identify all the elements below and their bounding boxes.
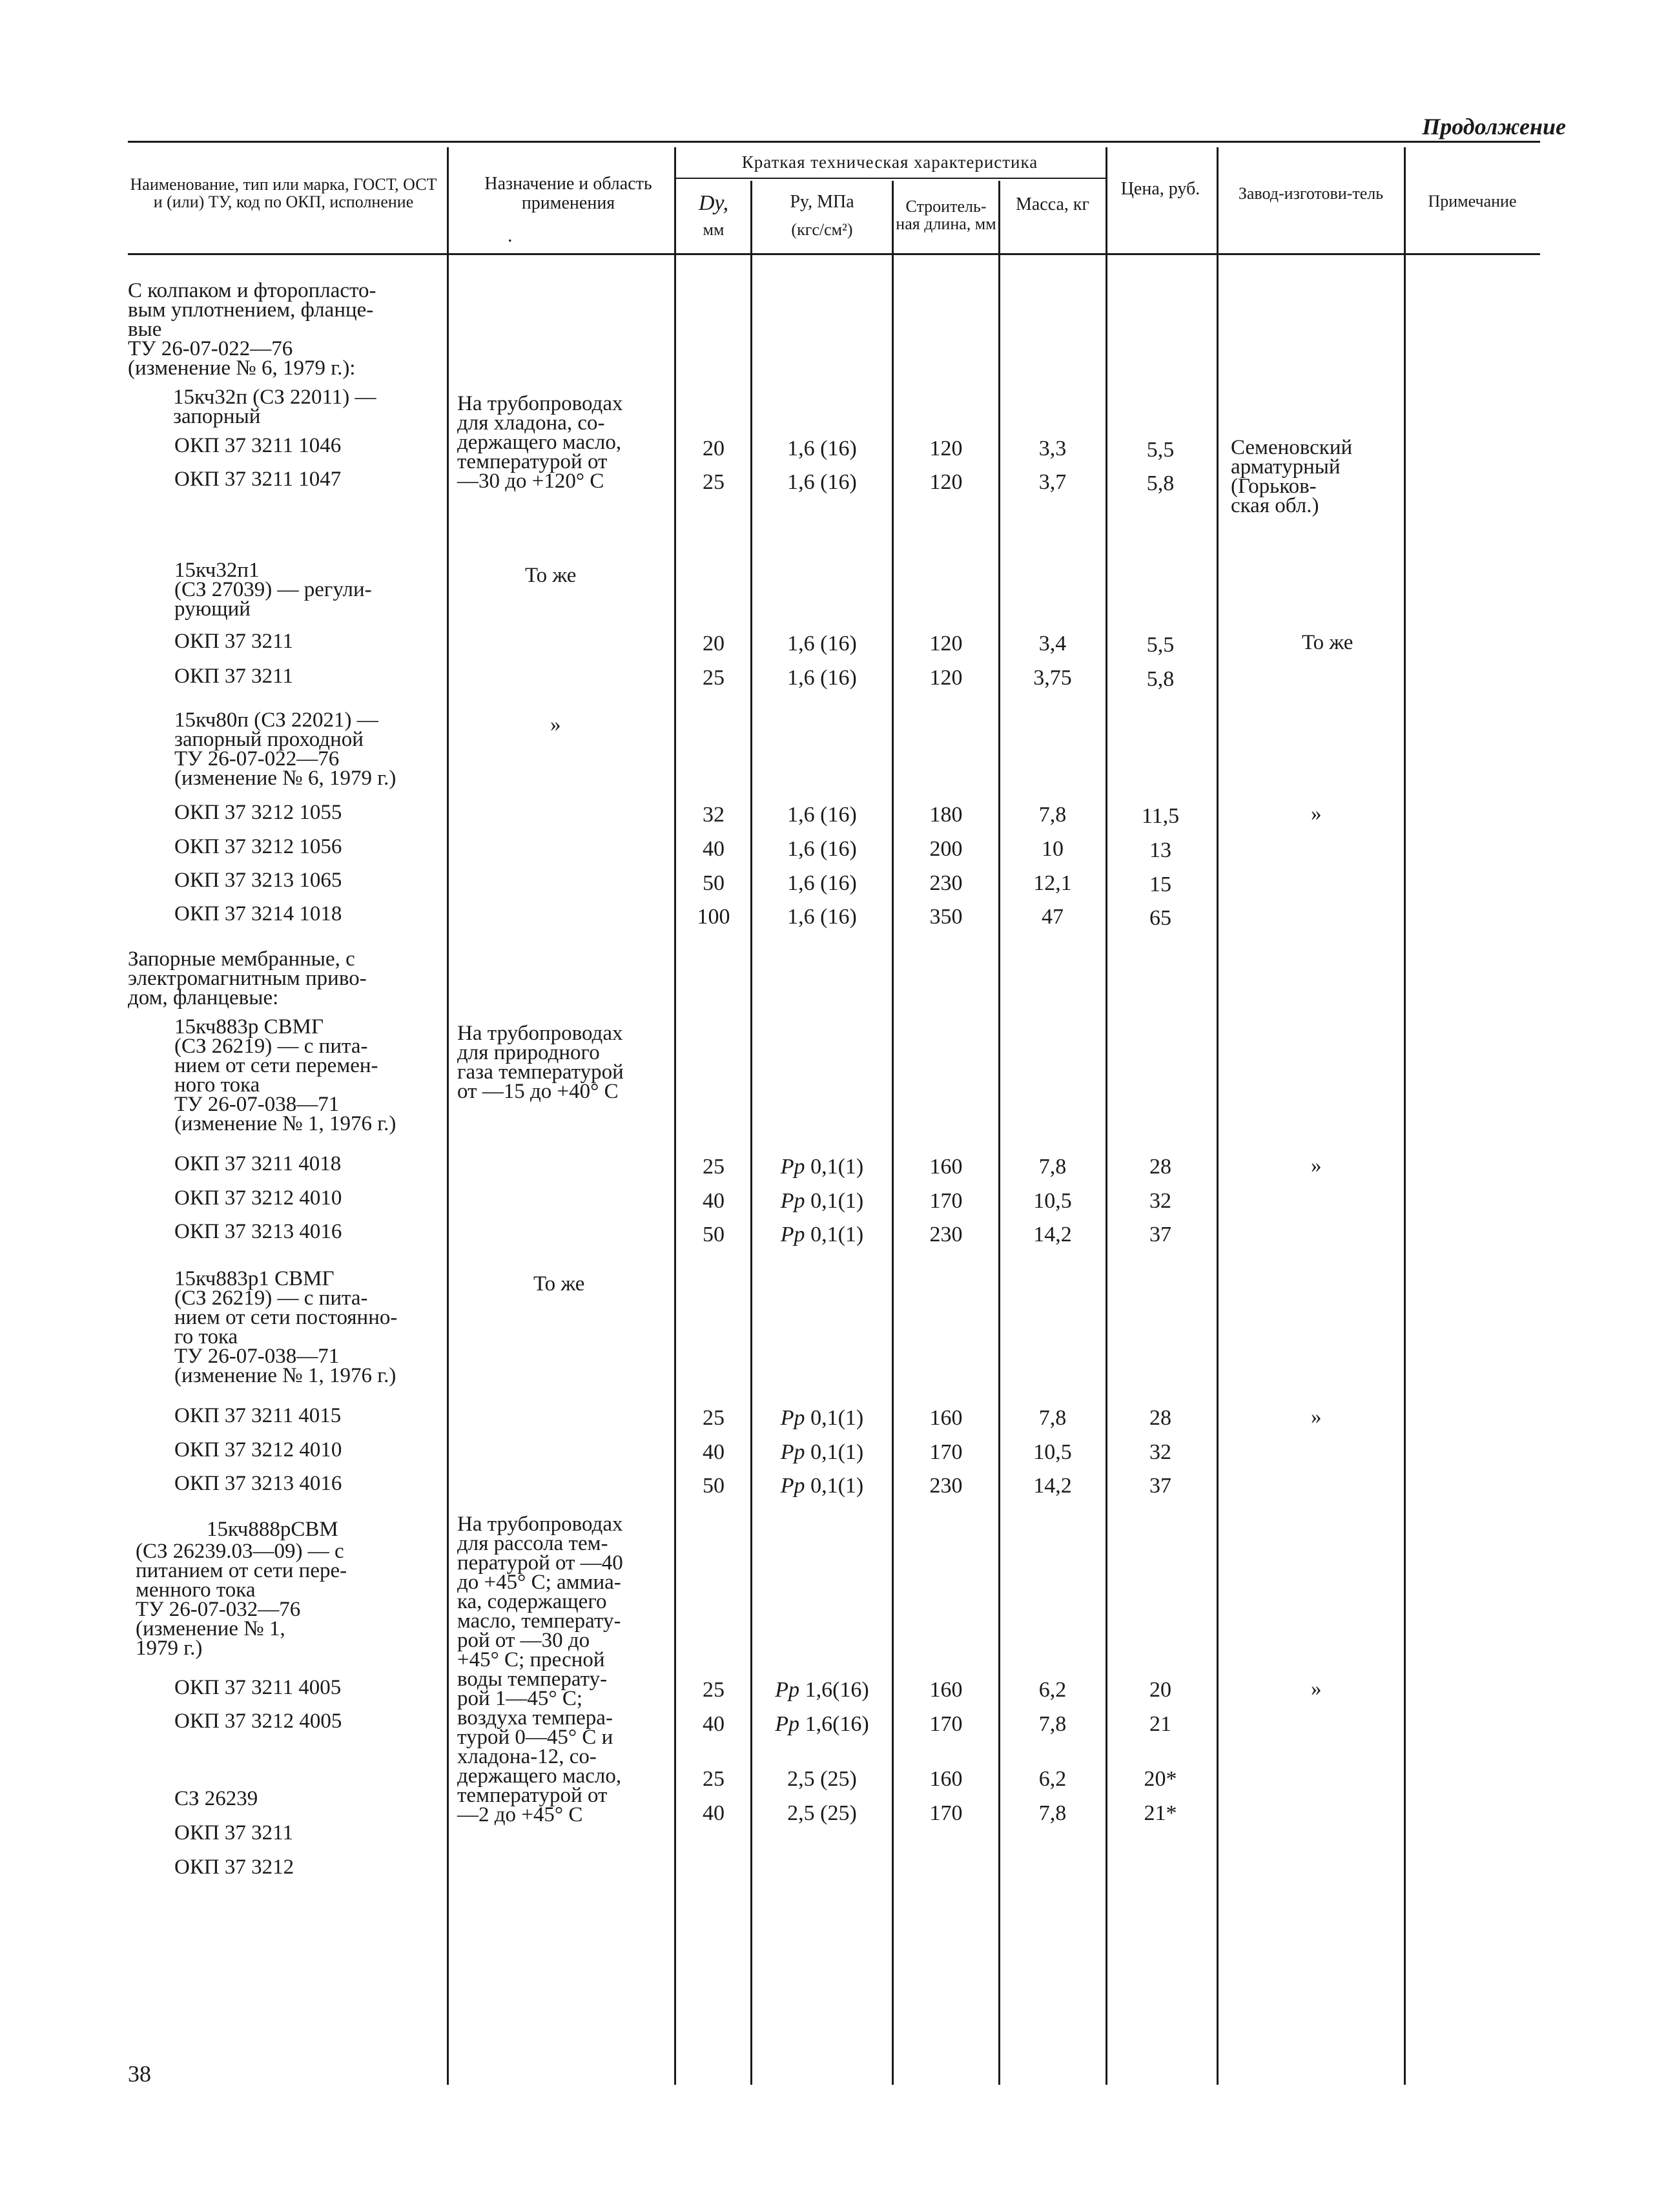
price-cell: 28 [1149,1406,1171,1430]
dy-cell: 25 [703,470,725,494]
py-value: 2,5 (25) [787,1801,857,1825]
page-number: 38 [128,2061,151,2087]
column-rule [750,181,752,2085]
price-cell: 37 [1149,1474,1171,1498]
py-cell [754,1189,890,1214]
price-cell: 11,5 [1141,804,1180,828]
py-prefix: Pp [775,1678,800,1702]
header-price: Цена, руб. [1120,179,1200,199]
mass-cell: 7,8 [1038,1712,1067,1736]
length-cell: 170 [929,1189,963,1213]
price-cell: 37 [1149,1223,1171,1246]
name-block: СЗ 26239 [174,1787,258,1810]
py-prefix: Pp [775,1712,800,1736]
length-cell: 120 [929,437,963,460]
py-cell [754,1678,890,1702]
name-block: ОКП 37 3212 4005 [174,1710,342,1733]
py-prefix: Pp [780,1155,805,1179]
column-rule [998,181,1000,2085]
py-value: 0,1(1) [810,1474,864,1498]
length-cell: 230 [929,871,963,895]
py-value: 1,6 (16) [787,632,857,656]
name-block: 15кч32п (СЗ 22011) — запорный [173,386,376,428]
price-cell: 65 [1149,906,1171,930]
name-block: Запорные мембранные, с электромагнитным приво- дом, фланцевые: [128,947,367,1009]
header-purpose: Назначение и область применения [484,174,652,213]
length-cell: 160 [929,1155,963,1179]
dy-cell: 25 [703,1678,725,1702]
name-block: С колпаком и фторопласто- вым уплотнением, фланце- вые ТУ 26-07-022—76 (изменение № 6, 1979 г.): [128,279,376,380]
py-cell [754,1474,890,1498]
column-rule [1106,147,1107,2085]
py-cell [754,437,890,461]
py-cell [754,1440,890,1465]
length-cell: 160 [929,1406,963,1430]
maker-block: » [1311,1677,1322,1700]
mass-cell: 14,2 [1033,1223,1072,1246]
name-block: 15кч32п1 (СЗ 27039) — регули- рующий [174,559,372,621]
name-block: ОКП 37 3213 4016 [174,1220,342,1243]
dy-cell: 40 [703,1801,725,1825]
dy-cell: 50 [703,1223,725,1246]
mass-cell: 10,5 [1033,1189,1072,1213]
price-cell: 20 [1149,1678,1171,1702]
name-block: ОКП 37 3211 4005 [174,1676,342,1699]
header-py-unit: (кгс/см²) [791,220,853,239]
column-rule [1404,147,1406,2085]
length-cell: 160 [929,1678,963,1702]
name-block: ОКП 37 3211 1047 [174,468,342,491]
name-block: 15кч883р СВМГ (СЗ 26219) — с пита- нием от сети перемен- ного тока ТУ 26-07-038—71 (изменение № 1, 1976 г.) [174,1015,396,1135]
py-cell [754,803,890,827]
py-value: 0,1(1) [810,1440,864,1464]
py-value: 1,6 (16) [787,837,857,861]
py-prefix: Pp [780,1440,805,1464]
py-value: 1,6 (16) [787,871,857,895]
maker-block: » [1311,802,1322,825]
name-block: ОКП 37 3213 1065 [174,869,342,892]
dy-cell: 50 [703,871,725,895]
price-cell: 32 [1149,1189,1171,1213]
py-cell [754,871,890,896]
name-block: 15кч888рСВМ [207,1518,338,1541]
dy-cell: 40 [703,1712,725,1736]
name-block: ОКП 37 3212 4010 [174,1186,342,1210]
dy-cell: 100 [697,905,730,929]
dy-cell: 40 [703,1189,725,1213]
py-cell [754,666,890,690]
dy-cell: 50 [703,1474,725,1498]
length-cell: 160 [929,1767,963,1791]
length-cell: 180 [929,803,963,827]
length-cell: 200 [929,837,963,861]
name-block: ОКП 37 3211 [174,665,293,688]
mass-cell: 7,8 [1038,1406,1067,1430]
table-top-rule [128,141,1540,143]
mass-cell: 7,8 [1038,1801,1067,1825]
length-cell: 170 [929,1440,963,1464]
mass-cell: 3,75 [1033,666,1072,690]
mass-cell: 10 [1042,837,1064,861]
header-py: Py, МПа [790,192,854,212]
py-value: 1,6 (16) [787,803,857,827]
price-cell: 20* [1144,1767,1177,1791]
header-brief: Краткая техническая характеристика [741,152,1038,172]
py-cell [754,1801,890,1826]
name-block: ОКП 37 3213 4016 [174,1472,342,1495]
dy-cell: 25 [703,1155,725,1179]
py-value: 0,1(1) [810,1155,864,1179]
column-rule [447,147,449,2085]
header-name: Наименование, тип или марка, ГОСТ, ОСТ и (или) ТУ, код по ОКП, исполнение [130,175,437,211]
dy-cell: 25 [703,1767,725,1791]
length-cell: 120 [929,470,963,494]
py-cell [754,1712,890,1737]
price-cell: 5,5 [1146,438,1175,462]
py-value: 1,6 (16) [787,437,857,460]
mass-cell: 14,2 [1033,1474,1072,1498]
header-bottom-rule [128,253,1540,255]
name-block: 15кч883р1 СВМГ (СЗ 26219) — с пита- нием от сети постоянно- го тока ТУ 26-07-038—71 (изменение № 1, 1976 г.) [174,1267,398,1387]
py-value: 1,6 (16) [787,666,857,690]
mass-cell: 3,7 [1038,470,1067,494]
name-block: ОКП 37 3212 1056 [174,835,342,858]
price-cell: 5,8 [1146,471,1175,495]
name-block: ОКП 37 3211 4015 [174,1404,342,1427]
price-cell: 28 [1149,1155,1171,1179]
name-block: ОКП 37 3211 [174,630,293,653]
py-cell [754,837,890,862]
maker-block: » [1311,1154,1322,1177]
dy-cell: 40 [703,837,725,861]
purpose-block: На трубопроводах для рассола тем- пературой от —40 до +45° С; аммиа- ка, содержащего масло, температу- рой от —30 до +45° С; пресной воды температу- рой 1—45° С; воздуха темпера- турой 0—45° С и хладона-12, со- держащего масло, температурой от —2 до +45° С [457,1513,623,1826]
purpose-block: То же [533,1272,585,1296]
price-cell: 13 [1149,838,1171,862]
py-prefix: Pp [780,1406,805,1430]
mass-cell: 3,3 [1038,437,1067,460]
py-cell [754,1223,890,1247]
column-rule [892,181,894,2085]
dy-cell: 20 [703,437,725,460]
py-prefix: Pp [780,1189,805,1213]
length-cell: 120 [929,666,963,690]
mass-cell: 10,5 [1033,1440,1072,1464]
purpose-block: На трубопроводах для хладона, со- держащего масло, температурой от —30 до +120° С [457,392,623,493]
header-mass: Масса, кг [1015,194,1090,214]
dy-cell: 40 [703,1440,725,1464]
price-cell: 5,5 [1146,633,1175,657]
header-length: Строитель-ная длина, мм [896,197,996,233]
py-value: 1,6 (16) [787,470,857,494]
name-block: 15кч80п (СЗ 22021) — запорный проходной ТУ 26-07-022—76 (изменение № 6, 1979 г.) [174,708,396,790]
header-maker: Завод-изготови-тель [1238,184,1384,203]
py-cell [754,905,890,929]
price-cell: 32 [1149,1440,1171,1464]
mass-cell: 3,4 [1038,632,1067,656]
name-block: ОКП 37 3214 1018 [174,902,342,925]
py-cell [754,1406,890,1431]
column-rule [674,147,676,2085]
mass-cell: 7,8 [1038,803,1067,827]
name-block: ОКП 37 3211 1046 [174,434,342,457]
dy-cell: 25 [703,1406,725,1430]
header-dy-unit: мм [703,220,725,239]
length-cell: 170 [929,1712,963,1736]
py-cell [754,1767,890,1792]
brief-header-rule [674,178,1106,179]
length-cell: 230 [929,1223,963,1246]
mass-cell: 12,1 [1033,871,1072,895]
purpose-block: То же [525,564,577,587]
continuation-label: Продолжение [1422,114,1566,140]
length-cell: 350 [929,905,963,929]
price-cell: 21 [1149,1712,1171,1736]
length-cell: 230 [929,1474,963,1498]
py-value: 0,1(1) [810,1189,864,1213]
name-block: ОКП 37 3211 [174,1821,293,1845]
mass-cell: 6,2 [1038,1678,1067,1702]
header-note: Примечание [1428,192,1517,211]
py-prefix: Pp [780,1474,805,1498]
column-rule [1217,147,1219,2085]
length-cell: 120 [929,632,963,656]
py-value: 1,6 (16) [787,905,857,929]
mass-cell: 47 [1042,905,1064,929]
dy-cell: 32 [703,803,725,827]
price-cell: 21* [1144,1801,1177,1825]
price-cell: 5,8 [1146,667,1175,691]
mass-cell: 6,2 [1038,1767,1067,1791]
py-cell [754,632,890,656]
header-dy: Dy, [698,191,729,215]
py-value: 2,5 (25) [787,1767,857,1791]
name-block: (СЗ 26239.03—09) — с питанием от сети пере- менного тока ТУ 26-07-032—76 (изменение № 1, 1979 г.) [136,1540,347,1660]
py-cell [754,1155,890,1179]
dy-cell: 25 [703,666,725,690]
py-cell [754,470,890,495]
name-block: ОКП 37 3212 4010 [174,1438,342,1462]
maker-block: То же [1302,631,1353,654]
py-value: 1,6(16) [805,1712,869,1736]
py-value: 0,1(1) [810,1223,864,1246]
mass-cell: 7,8 [1038,1155,1067,1179]
length-cell: 170 [929,1801,963,1825]
purpose-block: На трубопроводах для природного газа температурой от —15 до +40° С [457,1022,624,1103]
py-value: 0,1(1) [810,1406,864,1430]
price-cell: 15 [1149,873,1171,896]
name-block: ОКП 37 3212 [174,1855,294,1879]
py-value: 1,6(16) [805,1678,869,1702]
dy-cell: 20 [703,632,725,656]
py-prefix: Pp [780,1223,805,1246]
header-purpose-mark: . [508,225,513,246]
maker-block: » [1311,1405,1322,1429]
name-block: ОКП 37 3212 1055 [174,801,342,824]
purpose-block: » [550,713,561,736]
maker-block: Семеновский арматурный (Горьков- ская обл.) [1231,436,1353,517]
name-block: ОКП 37 3211 4018 [174,1152,342,1175]
